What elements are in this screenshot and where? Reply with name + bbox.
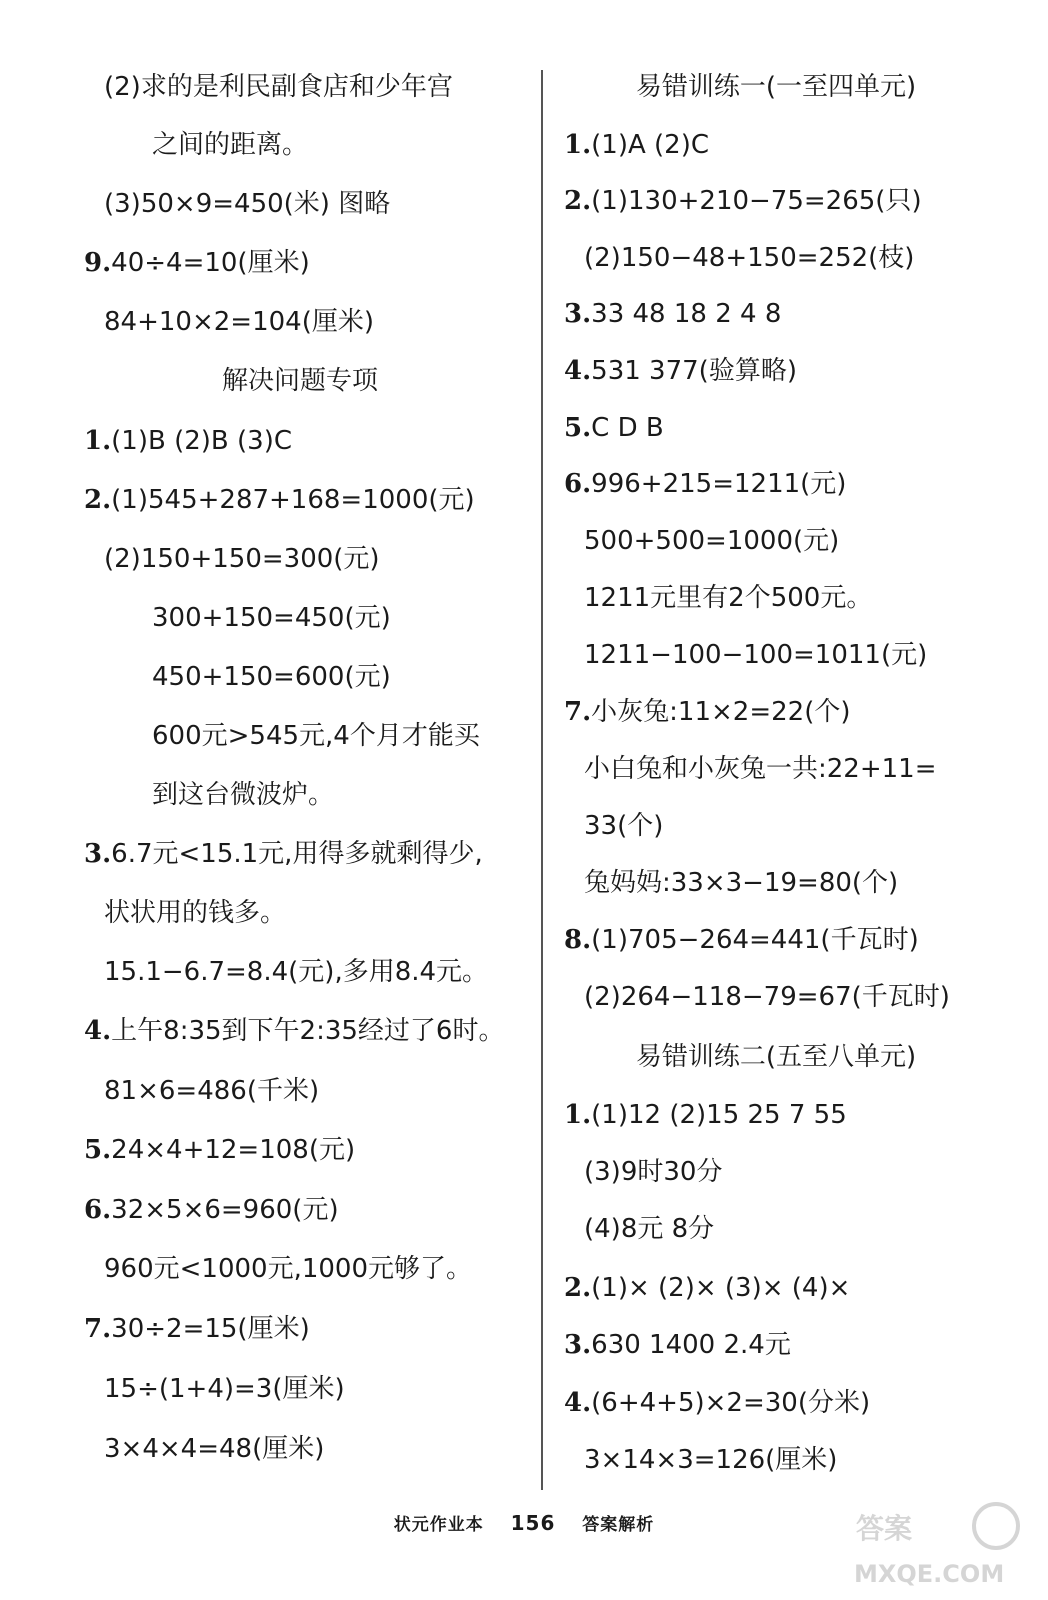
answer-text: (1)130+210−75=265(只)	[591, 186, 922, 216]
answer-text: 630 1400 2.4元	[591, 1330, 791, 1360]
item-number: 7.	[564, 697, 592, 727]
section-label: 答案解析	[582, 1515, 655, 1535]
page-number: 156	[510, 1511, 556, 1535]
answer-item-9	[84, 246, 310, 280]
column-divider	[541, 70, 543, 1490]
answer-item-8	[564, 923, 919, 957]
answer-text: 24×4+12=108(元)	[111, 1135, 356, 1165]
section-heading: 解决问题专项	[221, 366, 378, 396]
answer-item-3	[84, 837, 483, 871]
answer-text: (1)× (2)× (3)× (4)×	[591, 1273, 851, 1303]
answer-item-1	[564, 128, 709, 162]
item-number: 2.	[564, 1273, 592, 1303]
item-number: 1.	[84, 426, 112, 456]
answer-item-4	[564, 1386, 870, 1420]
answer-text: (1)12 (2)15 25 7 55	[591, 1100, 847, 1130]
answer-line: 33(个)	[584, 811, 664, 841]
item-number: 3.	[84, 839, 112, 869]
answer-item-2	[564, 1271, 850, 1305]
answer-line: 15÷(1+4)=3(厘米)	[104, 1374, 345, 1404]
answer-line: 960元<1000元,1000元够了。	[104, 1254, 473, 1284]
watermark-circle	[974, 1504, 1018, 1548]
item-number: 4.	[84, 1016, 112, 1046]
answer-item-4	[564, 354, 797, 388]
item-number: 1.	[564, 130, 592, 160]
answer-item-2	[84, 483, 475, 517]
answer-line: 3×4×4=48(厘米)	[104, 1434, 325, 1464]
answer-item-3	[564, 297, 781, 331]
answer-text: 40÷4=10(厘米)	[111, 248, 310, 278]
answer-text: (1)A (2)C	[591, 130, 710, 160]
book-title: 状元作业本	[393, 1515, 484, 1535]
answer-line: 到这台微波炉。	[152, 780, 335, 810]
item-number: 9.	[84, 248, 112, 278]
answer-text: 996+215=1211(元)	[591, 469, 847, 499]
item-number: 4.	[564, 356, 592, 386]
answer-line: (3)50×9=450(米) 图略	[104, 189, 391, 219]
answer-text: 33 48 18 2 4 8	[591, 299, 782, 329]
answer-line: 600元>545元,4个月才能买	[152, 721, 480, 751]
item-number: 8.	[564, 925, 592, 955]
watermark-logo	[846, 1494, 1036, 1594]
answer-text: 小灰兔:11×2=22(个)	[591, 697, 851, 727]
answer-item-5	[84, 1133, 355, 1167]
section-heading: 易错训练二(五至八单元)	[635, 1042, 917, 1072]
answer-text: (6+4+5)×2=30(分米)	[591, 1388, 871, 1418]
item-number: 2.	[564, 186, 592, 216]
answer-item-2	[564, 184, 922, 218]
answer-text: C D B	[591, 413, 664, 443]
answer-line: (2)264−118−79=67(千瓦时)	[584, 982, 950, 1012]
item-number: 3.	[564, 299, 592, 329]
item-number: 5.	[564, 413, 592, 443]
item-number: 3.	[564, 1330, 592, 1360]
item-number: 4.	[564, 1388, 592, 1418]
answer-item-6	[84, 1193, 339, 1227]
answer-text: 32×5×6=960(元)	[111, 1195, 339, 1225]
answer-text: (1)705−264=441(千瓦时)	[591, 925, 919, 955]
answer-line: 兔妈妈:33×3−19=80(个)	[584, 868, 899, 898]
watermark-top-text: 答案	[856, 1512, 913, 1545]
answer-line: 300+150=450(元)	[152, 603, 391, 633]
answer-line: 450+150=600(元)	[152, 662, 391, 692]
answer-line: 之间的距离。	[152, 130, 309, 160]
answer-line: (3)9时30分	[584, 1157, 723, 1187]
answer-item-7	[84, 1312, 310, 1346]
answer-line: 1211−100−100=1011(元)	[584, 640, 928, 670]
answer-item-5	[564, 411, 664, 445]
answer-line: 小白兔和小灰兔一共:22+11=	[584, 754, 937, 784]
answer-item-7	[564, 695, 850, 729]
item-number: 7.	[84, 1314, 112, 1344]
answer-item-4	[84, 1014, 504, 1048]
item-number: 6.	[84, 1195, 112, 1225]
answer-line: 84+10×2=104(厘米)	[104, 307, 374, 337]
answer-line: 81×6=486(千米)	[104, 1076, 320, 1106]
answer-line: (4)8元 8分	[584, 1214, 715, 1244]
answer-item-1	[564, 1098, 847, 1132]
answer-text: 30÷2=15(厘米)	[111, 1314, 310, 1344]
answer-text: 上午8:35到下午2:35经过了6时。	[111, 1016, 505, 1046]
item-number: 5.	[84, 1135, 112, 1165]
answer-line: (2)150−48+150=252(枝)	[584, 243, 915, 273]
answer-line: (2)求的是利民副食店和少年宫	[104, 72, 453, 102]
answer-line: 1211元里有2个500元。	[584, 583, 873, 613]
answer-text: 6.7元<15.1元,用得多就剩得少,	[111, 839, 483, 869]
answer-item-6	[564, 467, 846, 501]
answer-text: 531 377(验算略)	[591, 356, 797, 386]
answer-line: 15.1−6.7=8.4(元),多用8.4元。	[104, 957, 489, 987]
answer-item-3	[564, 1328, 791, 1362]
watermark-bottom-text: MXQE.COM	[854, 1560, 1005, 1588]
item-number: 1.	[564, 1100, 592, 1130]
answer-text: (1)545+287+168=1000(元)	[111, 485, 475, 515]
answer-line: 500+500=1000(元)	[584, 526, 840, 556]
answer-text: (1)B (2)B (3)C	[111, 426, 293, 456]
answer-line: 状状用的钱多。	[104, 898, 287, 928]
answer-item-1	[84, 424, 292, 458]
section-heading: 易错训练一(一至四单元)	[635, 72, 917, 102]
item-number: 2.	[84, 485, 112, 515]
answer-line: 3×14×3=126(厘米)	[584, 1445, 838, 1475]
answer-line: (2)150+150=300(元)	[104, 544, 380, 574]
item-number: 6.	[564, 469, 592, 499]
